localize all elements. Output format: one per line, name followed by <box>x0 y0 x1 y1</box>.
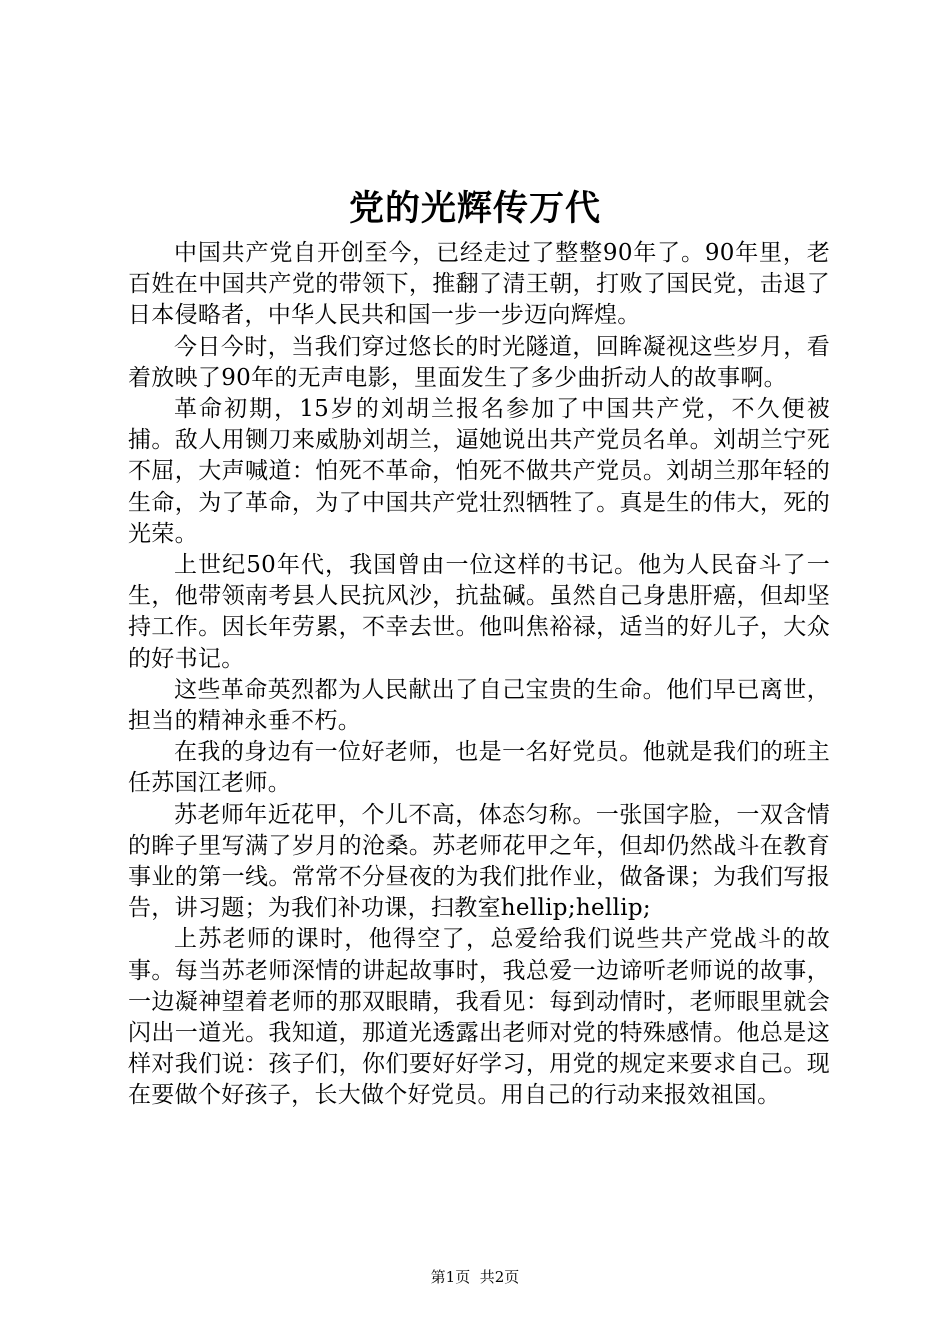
paragraph: 在我的身边有一位好老师，也是一名好党员。他就是我们的班主任苏国江老师。 <box>128 739 830 797</box>
page-total: 共2页 <box>479 1268 520 1286</box>
page-number: 第1页 <box>430 1268 471 1286</box>
paragraph: 革命初期，15岁的刘胡兰报名参加了中国共产党，不久便被捕。敌人用铡刀来威胁刘胡兰，逼她说出共产党员名单。刘胡兰宁死不屈，大声喊道：怕死不革命，怕死不做共产党员。刘胡兰那年轻的生命，为了革命，为了中国共产党壮烈牺牲了。真是生的伟大，死的光荣。 <box>128 396 830 547</box>
paragraph: 今日今时，当我们穿过悠长的时光隧道，回眸凝视这些岁月，看着放映了90年的无声电影，里面发生了多少曲折动人的故事啊。 <box>128 333 830 391</box>
paragraph: 中国共产党自开创至今，已经走过了整整90年了。90年里，老百姓在中国共产党的带领下，推翻了清王朝，打败了国民党，击退了日本侵略者，中华人民共和国一步一步迈向辉煌。 <box>128 240 830 329</box>
paragraph: 苏老师年近花甲，个儿不高，体态匀称。一张国字脸，一双含情的眸子里写满了岁月的沧桑。苏老师花甲之年，但却仍然战斗在教育事业的第一线。常常不分昼夜的为我们批作业，做备课；为我们写报告，讲习题；为我们补功课，扫教室hellip;hellip; <box>128 801 830 922</box>
document-title: 党的光辉传万代 <box>348 188 601 229</box>
paragraph: 这些革命英烈都为人民献出了自己宝贵的生命。他们早已离世，担当的精神永垂不朽。 <box>128 676 830 735</box>
page-footer <box>0 1267 950 1287</box>
paragraph: 上苏老师的课时，他得空了，总爱给我们说些共产党战斗的故事。每当苏老师深情的讲起故事时，我总爱一边谛听老师说的故事，一边凝神望着老师的那双眼睛，我看见：每到动情时，老师眼里就会闪出一道光。我知道，那道光透露出老师对党的特殊感情。他总是这样对我们说：孩子们，你们要好好学习，用党的规定来要求自己。现在要做个好孩子，长大做个好党员。用自己的行动来报效祖国。 <box>128 926 830 1109</box>
paragraph: 上世纪50年代，我国曾由一位这样的书记。他为人民奋斗了一生，他带领南考县人民抗风沙，抗盐碱。虽然自己身患肝癌，但却坚持工作。因长年劳累，不幸去世。他叫焦裕禄，适当的好儿子，大众的好书记。 <box>128 552 830 672</box>
document-body <box>128 238 830 1112</box>
